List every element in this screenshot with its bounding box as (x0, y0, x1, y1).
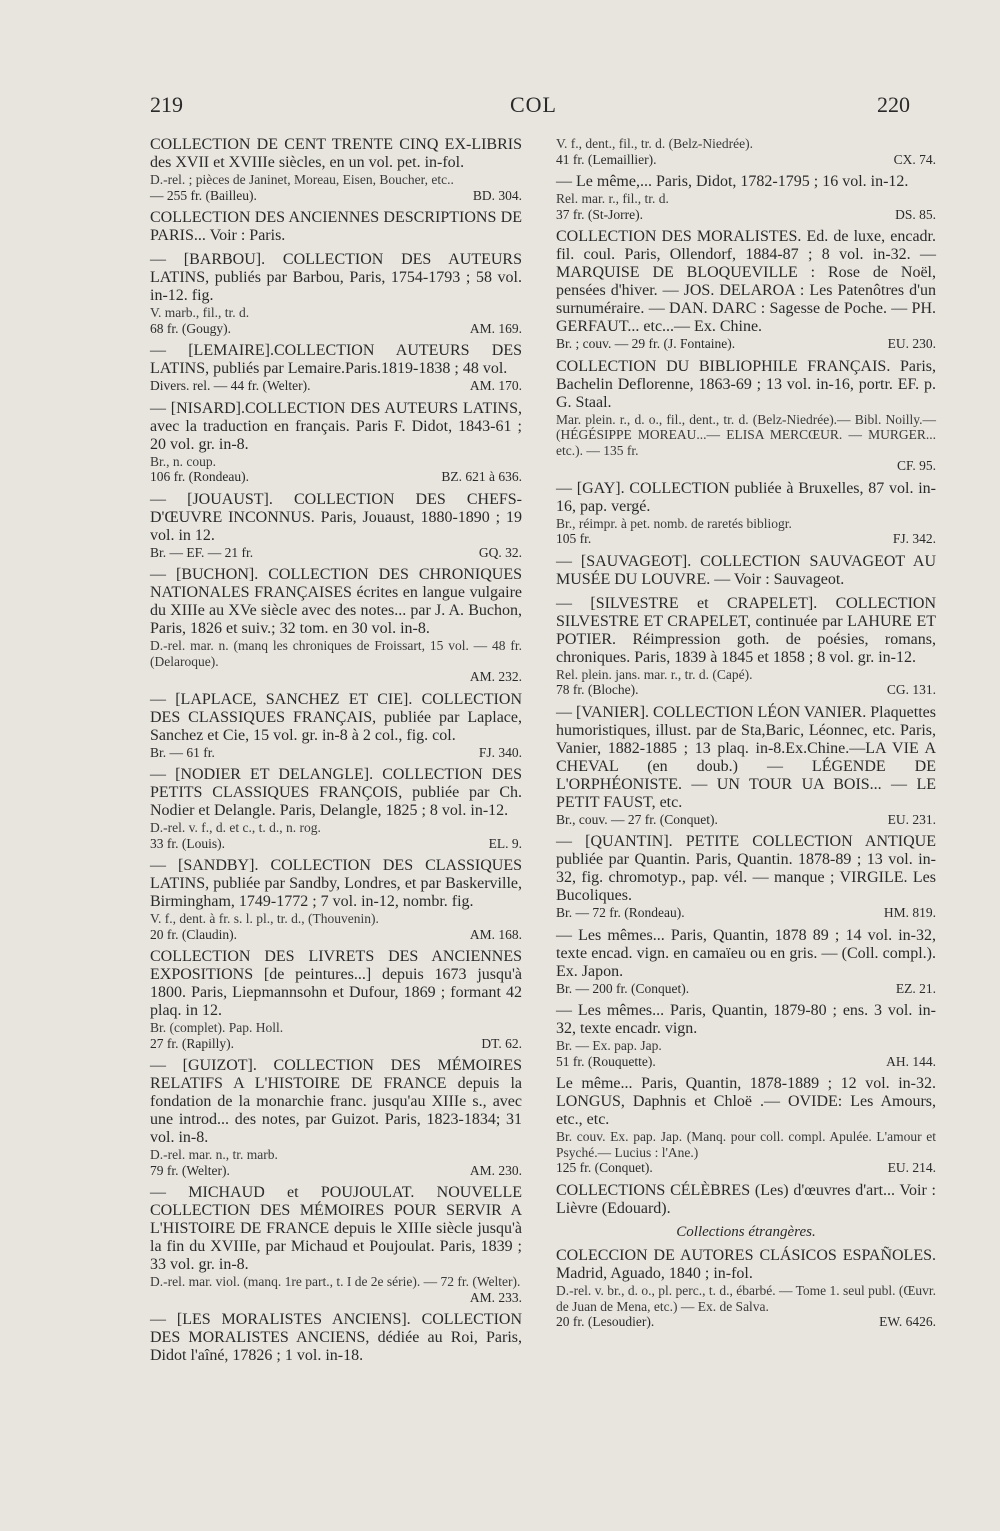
catalog-entry (150, 691, 522, 761)
catalog-entry (556, 927, 936, 997)
entry-price: Br. — 200 fr. (Conquet). (556, 980, 690, 996)
entry-binding-note: D.-rel. ; pièces de Janinet, Moreau, Eisen, Boucher, etc.. (150, 172, 454, 187)
catalog-entry (556, 228, 936, 352)
entry-reference: FJ. 340. (478, 744, 522, 760)
entry-title: — [VANIER]. COLLECTION LÉON VANIER. Plaquettes humoristiques, illust. par de Sta,Baric, Léonnec, etc. Paris, Vanier, 1882-1885 ; 13 plaq. in-8.Ex.Chine.—LA VIE A CHEVAL (en doub.) — LÉGENDE DE L'ORPHÉONISTE. — UN TOUR UA BOIS... — LE PETIT FAUST, etc. (556, 703, 936, 811)
entry-price-row (150, 1290, 522, 1306)
entry-price: Br. — 61 fr. (150, 744, 215, 760)
entry-price: 37 fr. (St-Jorre). (556, 206, 643, 222)
entry-price: 27 fr. (Rapilly). (150, 1035, 234, 1051)
entry-reference: AM. 232. (469, 669, 522, 684)
catalog-entry (556, 553, 936, 589)
entry-price-row (150, 836, 522, 852)
catalog-entry (150, 251, 522, 336)
catalog-entry (150, 136, 522, 203)
entry-price-row (150, 1036, 522, 1052)
entry-title: — [JOUAUST]. COLLECTION DES CHEFS-D'ŒUVRE INCONNUS. Paris, Jouaust, 1880-1890 ; 19 vol. in 12. (150, 490, 522, 544)
entry-binding-note: D.-rel. v. br., d. o., pl. perc., t. d., ébarbé. — Tome 1. seul publ. (Œuvr. de Juan de Mena, etc.) — Ex. de Salva. (556, 1283, 936, 1314)
entry-price: 125 fr. (Conquet). (556, 1160, 653, 1175)
entry-price-row (556, 152, 936, 168)
entry-title: COLLECTION DU BIBLIOPHILE FRANÇAIS. Paris, Bachelin Deflorenne, 1863-69 ; 13 vol. in-16, portr. EF. p. G. Staal. (556, 357, 936, 411)
entry-reference: AH. 144. (886, 1053, 936, 1069)
entry-price-row (150, 545, 522, 561)
entry-title: — [LEMAIRE].COLLECTION AUTEURS DES LATINS, publiés par Lemaire.Paris.1819-1838 ; 48 vol. (150, 342, 522, 377)
entry-binding-note: Br. couv. Ex. pap. Jap. (Manq. pour coll. compl. Apulée. L'amour et Psyché.— Lucius : l'Ane.) (556, 1129, 936, 1160)
catalog-entry (556, 1182, 936, 1218)
catalog-entry (556, 833, 936, 921)
entry-title: COLLECTION DES LIVRETS DES ANCIENNES EXPOSITIONS [de peintures...] depuis 1673 jusqu'à 1800. Paris, Liepmannsohn et Dufour, 1869 ; formant 42 plaq. in 12. (150, 948, 522, 1019)
entry-price: Br. ; couv. — 29 fr. (J. Fontaine). (556, 336, 736, 351)
entry-reference: BD. 304. (472, 187, 522, 203)
entry-price-row (150, 669, 522, 685)
entry-reference: AM. 169. (469, 320, 522, 336)
entry-binding-note: D.-rel. mar. n. (manq les chroniques de Froissart, 15 vol. — 48 fr. (Delaroque). (150, 638, 522, 669)
entry-price-row (150, 469, 522, 485)
entry-title: Le même... Paris, Quantin, 1878-1889 ; 12 vol. in-32. LONGUS, Daphnis et Chloë .— OVIDE: Les Amours, etc., etc. (556, 1075, 936, 1128)
entry-title: — [QUANTIN]. PETITE COLLECTION ANTIQUE publiée par Quantin. Paris, Quantin. 1878-89 ; 13 vol. in-32, fig. chromotyp., pap. vél. — manque ; VIRGILE. Les Bucoliques. (556, 833, 936, 904)
entry-price: 105 fr. (556, 531, 592, 546)
entry-title: — [SILVESTRE et CRAPELET]. COLLECTION SILVESTRE ET CRAPELET, continuée par LAHURE ET POTIER. Réimpression goth. de poésies, romans, chroniques. Paris, 1839 à 1845 et 1858 ; 8 vol. gr. in-12. (556, 594, 936, 666)
entry-title: — [BARBOU]. COLLECTION DES AUTEURS LATINS, publiés par Barbou, Paris, 1754-1793 ; 58 vol. in-12. fig. (150, 251, 522, 304)
entry-reference: EU. 214. (887, 1160, 936, 1175)
entry-price: 20 fr. (Lesoudier). (556, 1314, 655, 1329)
entry-title: — Les mêmes... Paris, Quantin, 1879-80 ; ens. 3 vol. in-32, texte encadr. vign. (556, 1002, 936, 1037)
entry-price-row (556, 458, 936, 474)
catalog-entry (556, 358, 936, 474)
entry-title: — [NODIER ET DELANGLE]. COLLECTION DES PETITS CLASSIQUES FRANÇOIS, publiée par Ch. Nodier et Delangle. Paris, Delangle, 1825 ; 8 vol. in-12. (150, 766, 522, 819)
page-header (150, 92, 910, 122)
entry-reference: FJ. 342. (892, 531, 936, 546)
entry-binding-note: Br., n. coup. (150, 453, 216, 469)
entry-reference: AM. 233. (469, 1289, 522, 1305)
entry-price: Br., couv. — 27 fr. (Conquet). (556, 811, 718, 827)
entry-binding-note: V. f., dent. à fr. s. l. pl., tr. d., (Thouvenin). (150, 911, 379, 926)
entry-title: COLLECTION DES ANCIENNES DESCRIPTIONS DE PARIS... Voir : Paris. (150, 209, 522, 244)
entry-title: — [LES MORALISTES ANCIENS]. COLLECTION DES MORALISTES ANCIENS, dédiée au Roi, Paris, Didot l'aîné, 17826 ; 1 vol. in-18. (150, 1311, 522, 1364)
entry-title: COLLECTION DE CENT TRENTE CINQ EX-LIBRIS des XVII et XVIIIe siècles, en un vol. pet. in-fol. (150, 136, 522, 171)
entry-reference: EW. 6426. (879, 1314, 936, 1329)
catalog-entry (556, 1075, 936, 1176)
page-number-left: 219 (150, 92, 183, 117)
catalog-entry (556, 1002, 936, 1069)
entry-price: 51 fr. (Rouquette). (556, 1053, 656, 1069)
entry-binding-note: V. f., dent., fil., tr. d. (Belz-Niedrée). (556, 136, 753, 151)
entry-title: — [SANDBY]. COLLECTION DES CLASSIQUES LATINS, publiée par Sandby, Londres, et par Baskerville, Birmingham, 1749-1772 ; 7 vol. in-12, nombr. fig. (150, 857, 522, 910)
entry-price-row (556, 1160, 936, 1176)
entry-reference: GQ. 32. (478, 544, 522, 560)
entry-reference: BZ. 621 à 636. (441, 469, 522, 484)
catalog-entry (150, 209, 522, 245)
running-head: COL (510, 92, 557, 117)
entry-title: COLLECTIONS CÉLÈBRES (Les) d'œuvres d'art... Voir : Lièvre (Edouard). (556, 1181, 936, 1217)
entry-reference: AM. 230. (469, 1162, 522, 1178)
entry-price-row (556, 812, 936, 828)
entry-title: — [LAPLACE, SANCHEZ ET CIE]. COLLECTION DES CLASSIQUES FRANÇAIS, publiée par Laplace, Sanchez et Cie, 15 vol. gr. in-8 à 2 col., fig. col. (150, 690, 522, 744)
entry-binding-note: Rel. mar. r., fil., tr. d. (556, 191, 669, 206)
entry-reference: CF. 95. (896, 458, 936, 473)
catalog-entry (150, 766, 522, 851)
entry-price: Br. — EF. — 21 fr. (150, 544, 254, 560)
entry-binding-note: Mar. plein. r., d. o., fil., dent., tr. d. (Belz-Niedrée).— Bibl. Noilly.— (HÉGÉSIPPE MOREAU...— ELISA MERCŒUR. — MURGER... etc.). — 135 fr. (556, 411, 936, 458)
entry-reference: DS. 85. (895, 206, 936, 222)
entry-binding-note: Br., réimpr. à pet. nomb. de raretés bibliogr. (556, 515, 792, 531)
entry-price-row (150, 927, 522, 943)
entry-title: — [GUIZOT]. COLLECTION DES MÉMOIRES RELATIFS A L'HISTOIRE DE FRANCE depuis la fondation de la monarchie franc. jusqu'au XIIIe s., avec une introd... des notes, par Guizot. Paris, 1823-1834; 31 vol. in-8. (150, 1057, 522, 1146)
entry-price: Divers. rel. — 44 fr. (Welter). (150, 378, 311, 393)
catalog-entry (150, 1057, 522, 1178)
entry-price: 78 fr. (Bloche). (556, 682, 639, 697)
catalog-entry (150, 566, 522, 685)
entry-reference: EL. 9. (488, 835, 522, 851)
entry-binding-note: V. marb., fil., tr. d. (150, 305, 250, 320)
catalog-entry (556, 173, 936, 222)
catalog-entry (150, 400, 522, 485)
right-column (556, 136, 936, 1336)
entry-reference: EU. 231. (887, 811, 936, 827)
entry-binding-note: Br. — Ex. pap. Jap. (556, 1038, 662, 1053)
entry-price: — 255 fr. (Bailleu). (150, 187, 257, 203)
entry-price: Br. — 72 fr. (Rondeau). (556, 905, 685, 920)
entry-price-row (556, 682, 936, 698)
entry-price-row (556, 336, 936, 352)
entry-reference: CG. 131. (886, 682, 936, 697)
section-title: Collections étrangères. (676, 1223, 816, 1240)
entry-binding-note: D.-rel. v. f., d. et c., t. d., n. rog. (150, 820, 321, 835)
entry-price-row (556, 905, 936, 921)
catalog-entry (150, 491, 522, 561)
catalog-entry (150, 948, 522, 1051)
catalog-entry (556, 1247, 936, 1330)
page-number-right: 220 (877, 92, 910, 117)
entry-title: — [NISARD].COLLECTION DES AUTEURS LATINS, avec la traduction en français. Paris F. Didot, 1843-61 ; 20 vol. gr. in-8. (150, 399, 522, 453)
entry-title: — Les mêmes... Paris, Quantin, 1878 89 ; 14 vol. in-32, texte encad. vign. en camaïeu ou en gris. — (Coll. compl.). Ex. Japon. (556, 926, 936, 980)
entry-price: 79 fr. (Welter). (150, 1162, 230, 1178)
catalog-entry (556, 136, 936, 167)
entry-price-row (556, 981, 936, 997)
entry-price-row (556, 1054, 936, 1070)
catalog-entry (150, 342, 522, 394)
entry-title: — [GAY]. COLLECTION publiée à Bruxelles, 87 vol. in-16, pap. vergé. (556, 479, 936, 515)
catalog-entry (150, 1184, 522, 1305)
catalog-entry (556, 595, 936, 698)
left-column (150, 136, 522, 1371)
entry-binding-note: Rel. plein. jans. mar. r., tr. d. (Capé). (556, 666, 753, 682)
entry-price: 68 fr. (Gougy). (150, 320, 231, 336)
catalog-entry (150, 857, 522, 942)
entry-binding-note: D.-rel. mar. n., tr. marb. (150, 1147, 278, 1162)
entry-binding-note: D.-rel. mar. viol. (manq. 1re part., t. I de 2e série). — 72 fr. (Welter). (150, 1274, 521, 1289)
entry-title: — MICHAUD et POUJOULAT. NOUVELLE COLLECTION DES MÉMOIRES POUR SERVIR A L'HISTOIRE DE FRANCE depuis le XIIIe siècle jusqu'à la fin du XVIIIe, par Michaud et Poujoulat. Paris, 1839 ; 33 vol. gr. in-8. (150, 1184, 522, 1273)
entry-price-row (556, 531, 936, 547)
entry-reference: CX. 74. (893, 151, 936, 167)
catalog-entry (556, 480, 936, 547)
entry-price-row (150, 745, 522, 761)
entry-reference: AM. 170. (469, 378, 522, 393)
entry-price-row (556, 207, 936, 223)
entry-title: COLLECTION DES MORALISTES. Ed. de luxe, encadr. fil. coul. Paris, Ollendorf, 1884-87 ; 8 vol. in-32. — MARQUISE DE BLOQUEVILLE : Rose de Noël, pensées d'hiver. — JOS. DELAROA : Les Patenôtres d'un surnuméraire. — DAN. DARC : Sagesse de Poche. — PH. GERFAUT... etc...— Ex. Chine. (556, 228, 936, 335)
entry-binding-note: Br. (complet). Pap. Holl. (150, 1020, 284, 1035)
entry-price-row (556, 1314, 936, 1330)
entry-reference: HM. 819. (883, 905, 936, 920)
catalog-entry (556, 704, 936, 828)
entry-price-row (150, 1163, 522, 1179)
entry-price: 20 fr. (Claudin). (150, 926, 237, 942)
entry-reference: EU. 230. (887, 336, 936, 351)
entry-title: — [BUCHON]. COLLECTION DES CHRONIQUES NATIONALES FRANÇAISES écrites en langue vulgaire du XIIIe au XVe siècle avec des notes... par J. A. Buchon, Paris, 1826 et suiv.; 32 tom. en 30 vol. in-8. (150, 566, 522, 637)
catalog-entry (150, 1311, 522, 1365)
entry-reference: EZ. 21. (895, 980, 936, 996)
entry-title: COLECCION DE AUTORES CLÁSICOS ESPAÑOLES. Madrid, Aguado, 1840 ; in-fol. (556, 1247, 936, 1282)
entry-reference: DT. 62. (481, 1035, 522, 1051)
entry-price: 33 fr. (Louis). (150, 835, 225, 851)
entry-price: 106 fr. (Rondeau). (150, 469, 249, 484)
entry-title: — Le même,... Paris, Didot, 1782-1795 ; 16 vol. in-12. (556, 173, 909, 190)
entry-price-row (150, 378, 522, 394)
entry-reference: AM. 168. (469, 926, 522, 942)
entry-price: 41 fr. (Lemaillier). (556, 151, 657, 167)
entry-title: — [SAUVAGEOT]. COLLECTION SAUVAGEOT AU MUSÉE DU LOUVRE. — Voir : Sauvageot. (556, 552, 936, 588)
entry-price-row (150, 321, 522, 337)
entry-price-row (150, 188, 522, 204)
